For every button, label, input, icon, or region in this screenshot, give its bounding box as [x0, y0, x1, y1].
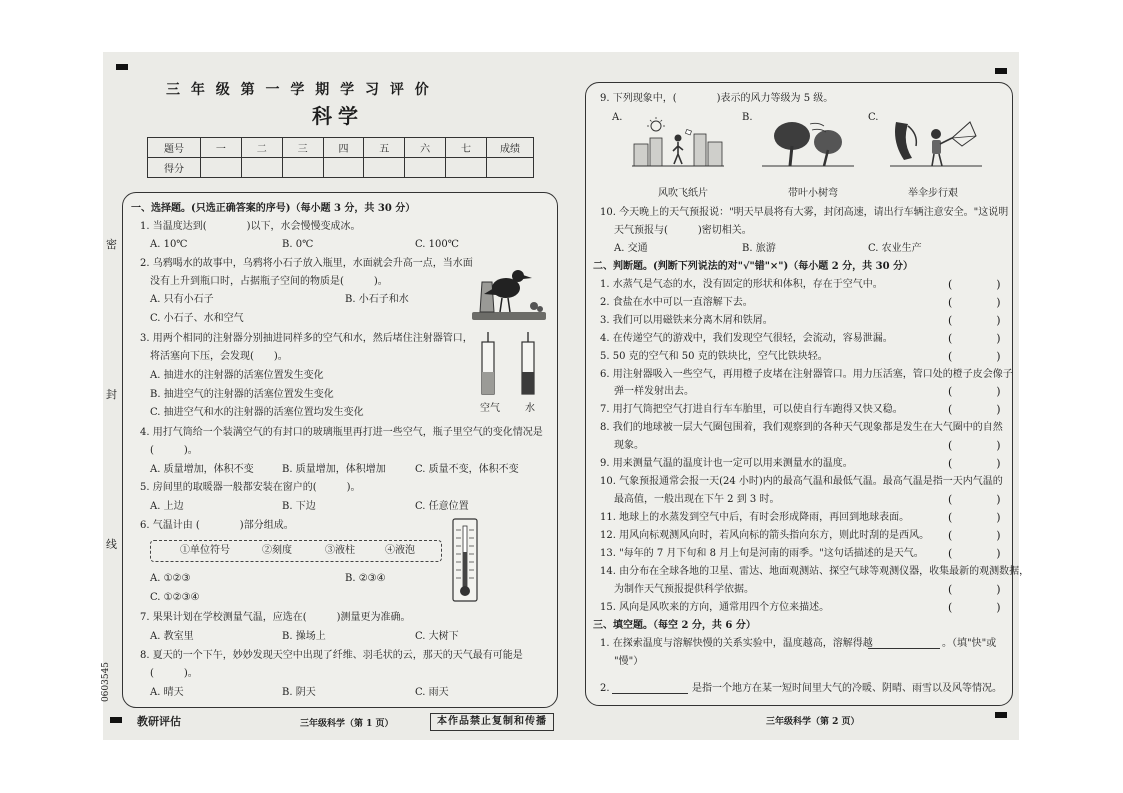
registration-mark	[110, 717, 122, 723]
table-row	[148, 158, 534, 178]
option-text[interactable]: A. 抽进水的注射器的活塞位置发生变化	[150, 370, 324, 381]
answer-bracket[interactable]: ( )	[948, 385, 1001, 398]
table-cell: 题号	[148, 138, 201, 158]
answer-bracket[interactable]: ( )	[948, 439, 1001, 452]
judgment-item: 13. "每年的 7 月下旬和 8 月上旬是河南的雨季。"这句话描述的是天气。	[600, 548, 924, 559]
answer-bracket[interactable]: ( )	[948, 583, 1001, 596]
score-input-cell[interactable]	[405, 158, 446, 178]
option-text[interactable]: A. 10℃	[150, 239, 188, 250]
table-cell: 得分	[148, 158, 201, 178]
answer-bracket[interactable]: ( )	[948, 332, 1001, 345]
answer-bracket[interactable]: ( )	[948, 511, 1001, 524]
footer-org: 教研评估	[137, 715, 181, 728]
image-caption: 风吹飞纸片	[658, 188, 708, 199]
score-input-cell[interactable]	[282, 158, 323, 178]
copyright-notice: 本作品禁止复制和传播	[430, 713, 554, 731]
option-text[interactable]: C. ①②③④	[150, 592, 200, 603]
footer-page-number: 三年级科学（第 1 页）	[300, 719, 394, 729]
score-input-cell[interactable]	[201, 158, 242, 178]
section-heading: 一、选择题。(只选正确答案的序号)（每小题 3 分，共 30 分）	[131, 203, 416, 214]
part-label: ②刻度	[262, 545, 292, 556]
answer-bracket[interactable]: ( )	[948, 493, 1001, 506]
judgment-item: 14. 由分布在全球各地的卫星、雷达、地面观测站、探空气球等观测仪器，收集最新的观测数据，	[600, 566, 1030, 577]
option-text[interactable]: B. 0℃	[282, 239, 314, 250]
answer-bracket[interactable]: ( )	[948, 350, 1001, 363]
part-label: ③液柱	[325, 545, 355, 556]
question-text: ( )。	[150, 445, 198, 456]
registration-mark	[995, 68, 1007, 74]
question-text: 9. 下列现象中，( )表示的风力等级为 5 级。	[600, 93, 834, 104]
question-text: 天气预报与( )密切相关。	[614, 225, 752, 236]
question-text: 3. 用两个相同的注射器分别抽进同样多的空气和水，然后堵住注射器管口，	[140, 333, 473, 344]
answer-bracket[interactable]: ( )	[948, 403, 1001, 416]
exam-title: 三 年 级 第 一 学 期 学 习 评 价	[166, 82, 432, 98]
section-heading: 三、填空题。（每空 2 分，共 6 分）	[593, 620, 756, 631]
answer-bracket[interactable]: ( )	[948, 529, 1001, 542]
syringe-illustration	[470, 332, 548, 400]
answer-bracket[interactable]: ( )	[948, 278, 1001, 291]
score-input-cell[interactable]	[364, 158, 405, 178]
answer-bracket[interactable]: ( )	[948, 601, 1001, 614]
option-text[interactable]: A. 教室里	[150, 631, 194, 642]
fill-blank-1[interactable]	[868, 648, 940, 649]
option-text[interactable]: C. 任意位置	[415, 501, 469, 512]
fill-question-text: 1. 在探索温度与溶解快慢的关系实验中，温度越高，溶解得越	[600, 638, 873, 649]
question-text: 4. 用打气筒给一个装满空气的有封口的玻璃瓶里再打进一些空气，瓶子里空气的变化情况是	[140, 427, 543, 438]
option-text[interactable]: A. ①②③	[150, 573, 191, 584]
option-text[interactable]: C. 100℃	[415, 239, 459, 250]
judgment-item: 3. 我们可以用磁铁来分离木屑和铁屑。	[600, 315, 773, 326]
option-text[interactable]: B. 质量增加，体积增加	[282, 464, 386, 475]
question-text: 将活塞向下压，会发现( )。	[150, 351, 288, 362]
table-cell: 七	[446, 138, 487, 158]
table-cell: 六	[405, 138, 446, 158]
option-text[interactable]: B. 下边	[282, 501, 316, 512]
answer-bracket[interactable]: ( )	[948, 457, 1001, 470]
score-input-cell[interactable]	[446, 158, 487, 178]
part-label: ①单位符号	[180, 545, 230, 556]
judgment-item: 4. 在传递空气的游戏中，我们发现空气很轻，会流动，容易泄漏。	[600, 333, 893, 344]
table-cell: 二	[241, 138, 282, 158]
table-cell: 四	[323, 138, 364, 158]
score-table	[147, 137, 534, 178]
judgment-item: 最高值，一般出现在下午 2 到 3 时。	[614, 494, 780, 505]
question-text: ( )。	[150, 668, 198, 679]
option-text[interactable]: B. ②③④	[345, 573, 386, 584]
section-heading: 二、判断题。(判断下列说法的对"√"错"×")（每小题 2 分，共 30 分）	[593, 261, 914, 272]
judgment-item: 5. 50 克的空气和 50 克的铁块比，空气比铁块轻。	[600, 351, 828, 362]
fill-question-text: "慢"）	[614, 656, 644, 667]
option-text[interactable]: C. 抽进空气和水的注射器的活塞位置均发生变化	[150, 407, 364, 418]
footer-page-number: 三年级科学（第 2 页）	[766, 717, 860, 727]
option-text[interactable]: B. 旅游	[742, 243, 776, 254]
option-text[interactable]: A. 交通	[614, 243, 648, 254]
syringe-label-water: 水	[525, 403, 535, 414]
syringe-label-air: 空气	[480, 403, 500, 414]
table-cell: 三	[282, 138, 323, 158]
seal-label: 线	[106, 538, 117, 551]
question-text: 6. 气温计由 ( )部分组成。	[140, 520, 294, 531]
option-text[interactable]: A. 上边	[150, 501, 184, 512]
judgment-item: 11. 地球上的水蒸发到空气中后，有时会形成降雨，再回到地球表面。	[600, 512, 910, 523]
wind-scene-tree-icon	[762, 116, 854, 172]
judgment-item: 15. 风向是风吹来的方向，通常用四个方位来描述。	[600, 602, 830, 613]
option-text[interactable]: B. 抽进空气的注射器的活塞位置发生变化	[150, 389, 334, 400]
score-input-cell[interactable]	[487, 158, 534, 178]
question-text: 5. 房间里的取暖器一般都安装在窗户的( )。	[140, 482, 361, 493]
image-caption: 举伞步行艰	[908, 188, 958, 199]
score-input-cell[interactable]	[323, 158, 364, 178]
part-label: ④液泡	[385, 545, 415, 556]
option-text[interactable]: B. 小石子和水	[345, 294, 409, 305]
question-text: 没有上升到瓶口时，占据瓶子空间的物质是( )。	[150, 276, 388, 287]
seal-label: 封	[106, 388, 117, 401]
answer-bracket[interactable]: ( )	[948, 314, 1001, 327]
question-text: 7. 果果计划在学校测量气温，应选在( )测量更为准确。	[140, 612, 411, 623]
judgment-item: 7. 用打气筒把空气打进自行车车胎里，可以使自行车跑得又快又稳。	[600, 404, 903, 415]
table-row	[148, 138, 534, 158]
registration-mark	[116, 64, 128, 70]
question-text: 1. 当温度达到( )以下，水会慢慢变成冰。	[140, 221, 361, 232]
option-text[interactable]: C. 质量不变，体积不变	[415, 464, 519, 475]
answer-bracket[interactable]: ( )	[948, 547, 1001, 560]
option-text[interactable]: A. 质量增加，体积不变	[150, 464, 254, 475]
serial-number: 0603545	[101, 661, 112, 703]
judgment-item: 2. 食盐在水中可以一直溶解下去。	[600, 297, 753, 308]
judgment-item: 为制作天气预报提供科学依据。	[614, 584, 754, 595]
option-text[interactable]: A. 晴天	[150, 687, 184, 698]
judgment-item: 1. 水蒸气是气态的水，没有固定的形状和体积，存在于空气中。	[600, 279, 883, 290]
option-text[interactable]: C.	[868, 112, 879, 123]
judgment-item: 10. 气象预报通常会报一天(24 小时)内的最高气温和最低气温。最高气温是指一天内气温的	[600, 476, 1003, 487]
question-text: 8. 夏天的一个下午，妙妙发现天空中出现了纤维、羽毛状的云，那天的天气最有可能是	[140, 650, 523, 661]
crow-illustration	[470, 262, 548, 324]
option-text[interactable]: C. 农业生产	[868, 243, 922, 254]
score-input-cell[interactable]	[241, 158, 282, 178]
answer-bracket[interactable]: ( )	[948, 296, 1001, 309]
judgment-item: 弹一样发射出去。	[614, 386, 694, 397]
subject-title: 科学	[312, 104, 364, 128]
judgment-item: 现象。	[614, 440, 644, 451]
option-text[interactable]: B.	[742, 112, 753, 123]
wind-scene-umbrella-icon	[890, 116, 982, 172]
option-text[interactable]: A. 只有小石子	[150, 294, 214, 305]
option-text[interactable]: C. 小石子、水和空气	[150, 313, 244, 324]
fill-question-text: 是指一个地方在某一短时间里大气的冷暖、阴晴、雨雪以及风等情况。	[692, 683, 1002, 694]
table-cell: 五	[364, 138, 405, 158]
thermometer-illustration	[452, 518, 478, 602]
fill-question-text: 。（填"快"或	[942, 638, 997, 649]
seal-label: 密	[106, 238, 117, 251]
image-caption: 带叶小树弯	[788, 188, 838, 199]
judgment-item: 8. 我们的地球被一层大气圈包围着，我们观察到的各种天气现象都是发生在大气圈中的自然	[600, 422, 1003, 433]
table-cell: 成绩	[487, 138, 534, 158]
option-text[interactable]: A.	[612, 112, 623, 123]
option-text[interactable]: C. 雨天	[415, 687, 449, 698]
fill-question-text: 2.	[600, 683, 610, 694]
option-text[interactable]: B. 阴天	[282, 687, 316, 698]
table-cell: 一	[201, 138, 242, 158]
judgment-item: 6. 用注射器吸入一些空气，再用橙子皮堵在注射器管口。用力压活塞，管口处的橙子皮会像子	[600, 369, 1013, 380]
question-text: 10. 今天晚上的天气预报说："明天早晨将有大雾，封闭高速，请出行车辆注意安全。"这说明	[600, 207, 1009, 218]
option-text[interactable]: B. 操场上	[282, 631, 326, 642]
fill-blank-2[interactable]	[612, 693, 688, 694]
registration-mark	[995, 712, 1007, 718]
wind-scene-paper-icon	[632, 116, 724, 172]
question-text: 2. 乌鸦喝水的故事中，乌鸦将小石子放入瓶里，水面就会升高一点，当水面	[140, 258, 473, 269]
option-text[interactable]: C. 大树下	[415, 631, 459, 642]
judgment-item: 12. 用风向标观测风向时，若风向标的箭头指向东方，则此时刮的是西风。	[600, 530, 930, 541]
judgment-item: 9. 用来测量气温的温度计也一定可以用来测量水的温度。	[600, 458, 853, 469]
